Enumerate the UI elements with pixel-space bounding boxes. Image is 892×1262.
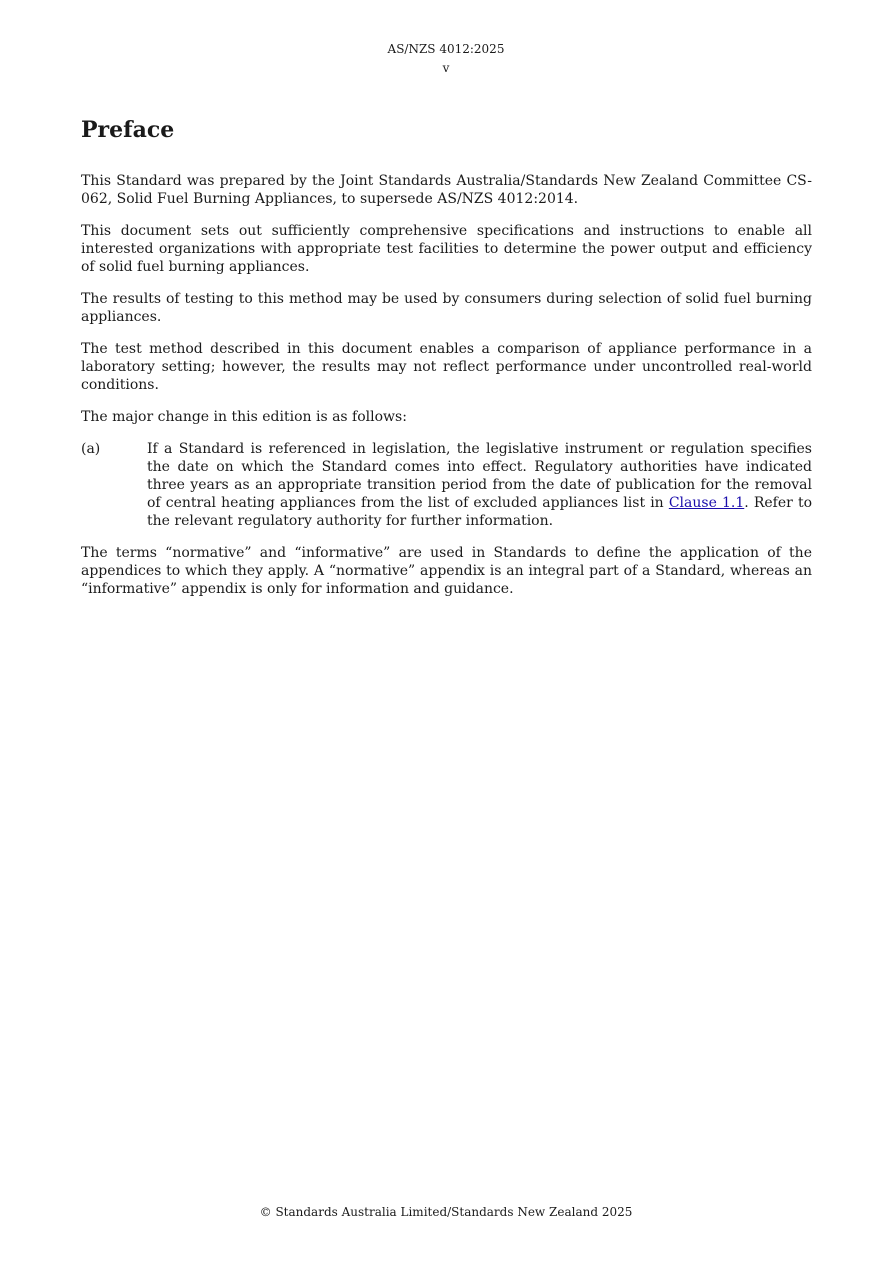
paragraph-normative-informative: The terms “normative” and “informative” are used in Standards to define the application of the appendices to which they apply. A “normative” appendix is an integral part of a Standard, whereas an “informative” appendix is only for information and guidance.: [81, 545, 812, 597]
clause-link[interactable]: Clause 1.1: [668, 495, 745, 511]
paragraph-committee: This Standard was prepared by the Joint Standards Australia/Standards New Zealand Committee CS-062, Solid Fuel Burning Appliances, to supersede AS/NZS 4012:2014.: [81, 173, 812, 207]
list-item-text: If a Standard is referenced in legislation, the legislative instrument or regulation specifies the date on which the Standard comes into effect. Regulatory authorities have indicated three years as an appropriate transition period from the date of publication for the removal of central heating appliances from the list of excluded appliances list in: [147, 441, 812, 511]
copyright-notice: © Standards Australia Limited/Standards New Zealand 2025: [259, 1205, 633, 1219]
list-item-body: [147, 440, 812, 530]
list-item: [81, 440, 812, 530]
page-header: [0, 40, 892, 78]
paragraph-results: The results of testing to this method may be used by consumers during selection of solid fuel burning appliances.: [81, 291, 812, 325]
document-body: [81, 112, 812, 612]
paragraph-scope: This document sets out sufficiently comprehensive specifications and instructions to enable all interested organizations with appropriate test facilities to determine the power output and efficiency of solid fuel burning appliances.: [81, 223, 812, 275]
list-marker: (a): [81, 441, 101, 457]
section-title: Preface: [81, 117, 175, 143]
paragraph-major-change: The major change in this edition is as follows:: [81, 409, 407, 425]
paragraph-test-method: The test method described in this document enables a comparison of appliance performance in a laboratory setting; however, the results may not reflect performance under uncontrolled real-world conditions.: [81, 341, 812, 393]
standard-id: AS/NZS 4012:2025: [387, 42, 505, 56]
page-footer: [0, 1203, 892, 1221]
list-item-text-continued: . Refer to the relevant regulatory authority for further information.: [147, 495, 812, 529]
page-number: v: [442, 61, 450, 75]
